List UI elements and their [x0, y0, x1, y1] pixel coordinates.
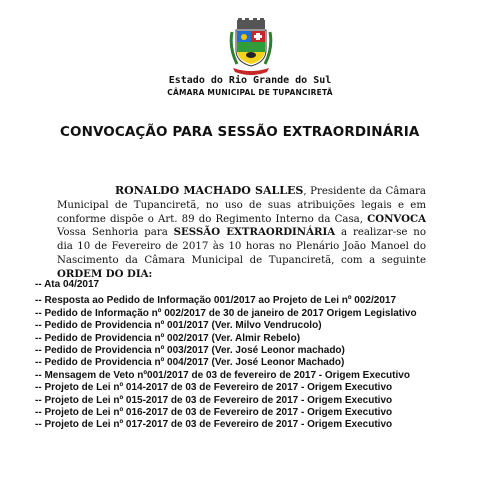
- agenda-item: -- Projeto de Lei nº 017-2017 de 03 de Fevereiro de 2017 - Origem Executivo: [35, 419, 393, 431]
- order-of-day-label: ORDEM DO DIA:: [57, 267, 153, 280]
- agenda-item: -- Pedido de Providencia nº 002/2017 (Ver. Almir Rebelo): [35, 332, 301, 344]
- intro-text-1: , Presidente da Câmara Municipal de Tupanciretã, no uso de suas atribuições legais e em conforme dispõe o Art. 89 do Regimento Interno da Casa,: [57, 186, 426, 225]
- intro-text-2: Vossa Senhoria para: [57, 227, 174, 239]
- convoca-word: CONVOCA: [367, 212, 426, 225]
- chamber-name: CÂMARA MUNICIPAL DE TUPANCIRETÃ: [167, 88, 333, 97]
- intro-paragraph: [57, 184, 426, 282]
- agenda-item: -- Pedido de Informação nº 002/2017 de 30 de janeiro de 2017 Origem Legislativo: [35, 307, 417, 319]
- president-name: RONALDO MACHADO SALLES: [115, 184, 304, 197]
- agenda-item: -- Ata 04/2017: [35, 279, 100, 290]
- session-type: SESSÃO EXTRAORDINÁRIA: [173, 226, 336, 239]
- agenda-item: -- Mensagem de Veto nº001/2017 de 03 de fevereiro de 2017 - Origem Executivo: [35, 369, 410, 381]
- agenda-item: -- Projeto de Lei nº 015-2017 de 03 de Fevereiro de 2017 - Origem Executivo: [35, 394, 393, 406]
- intro-text-3: a realizar-se no dia 10 de Fevereiro de 2017 às 10 horas no Plenário João Manoel do Nascimento da Câmara Municipal de Tupanciretã, com a seguinte: [57, 227, 427, 266]
- agenda-item: -- Pedido de Providencia nº 004/2017 (Ver. José Leonor Machado): [35, 357, 345, 369]
- municipal-crest-icon: [229, 18, 273, 76]
- agenda-item: -- Pedido de Providencia nº 003/2017 (Ver. José Leonor machado): [35, 345, 345, 357]
- agenda-item: -- Resposta ao Pedido de Informação 001/2017 ao Projeto de Lei nº 002/2017: [35, 295, 397, 307]
- agenda-list: [35, 279, 455, 432]
- agenda-item: -- Pedido de Providencia nº 001/2017 (Ver. Milvo Vendrucolo): [35, 320, 322, 332]
- agenda-item: -- Projeto de Lei nº 016-2017 de 03 de Fevereiro de 2017 - Origem Executivo: [35, 407, 393, 419]
- document-title: CONVOCAÇÃO PARA SESSÃO EXTRAORDINÁRIA: [60, 124, 420, 140]
- agenda-item: -- Projeto de Lei nº 014-2017 de 03 de Fevereiro de 2017 - Origem Executivo: [35, 382, 393, 394]
- state-name: Estado do Rio Grande do Sul: [168, 75, 332, 86]
